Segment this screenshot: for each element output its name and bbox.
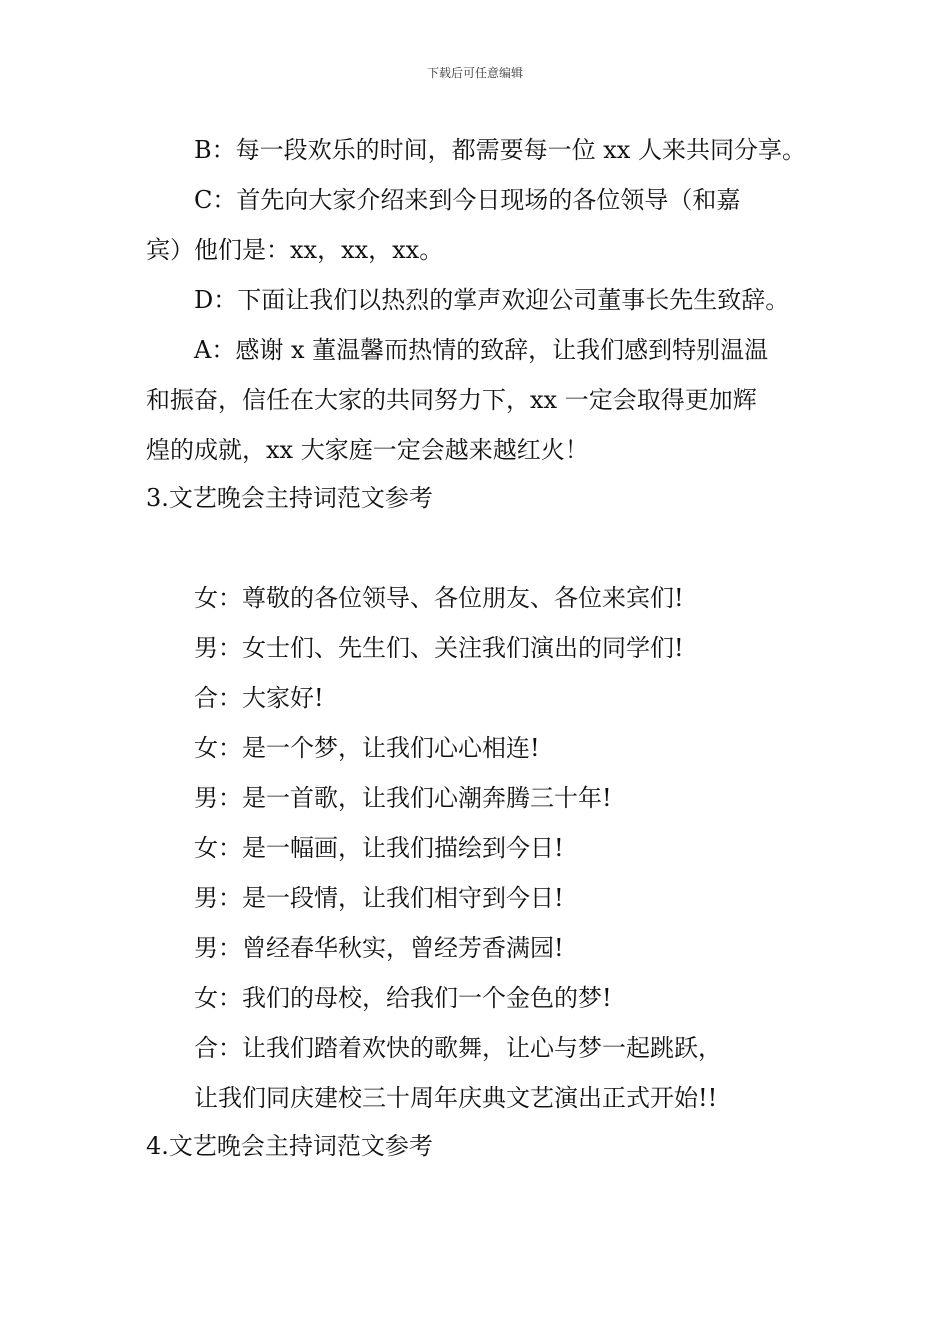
paragraph-line: 宾）他们是：xx，xx，xx。 <box>146 236 444 264</box>
paragraph-line: B：每一段欢乐的时间，都需要每一位 xx 人来共同分享。 <box>194 136 806 164</box>
script-line: 男：是一段情，让我们相守到今日! <box>194 884 564 912</box>
paragraph-line: A：感谢 x 董温馨而热情的致辞，让我们感到特别温温 <box>194 336 769 364</box>
script-line: 女：是一个梦，让我们心心相连! <box>194 734 540 762</box>
script-line: 合：大家好! <box>194 684 324 712</box>
script-line: 让我们同庆建校三十周年庆典文艺演出正式开始!! <box>194 1084 718 1112</box>
page-header-note: 下载后可任意编辑 <box>426 66 523 80</box>
paragraph-line: 煌的成就，xx 大家庭一定会越来越红火！ <box>146 436 589 464</box>
script-line: 男：女士们、先生们、关注我们演出的同学们! <box>194 634 684 662</box>
paragraph-line: D：下面让我们以热烈的掌声欢迎公司董事长先生致辞。 <box>194 286 790 314</box>
script-line: 男：是一首歌，让我们心潮奔腾三十年! <box>194 784 612 812</box>
script-line: 女：我们的母校，给我们一个金色的梦! <box>194 984 612 1012</box>
section-heading: 4.文艺晚会主持词范文参考 <box>146 1132 433 1160</box>
script-line: 男：曾经春华秋实，曾经芳香满园! <box>194 934 564 962</box>
script-line: 女：是一幅画，让我们描绘到今日! <box>194 834 564 862</box>
paragraph-line: 和振奋，信任在大家的共同努力下，xx 一定会取得更加辉 <box>146 386 757 414</box>
paragraph-line: C：首先向大家介绍来到今日现场的各位领导（和嘉 <box>194 186 741 214</box>
section-heading: 3.文艺晚会主持词范文参考 <box>146 484 433 512</box>
script-line: 合：让我们踏着欢快的歌舞，让心与梦一起跳跃， <box>194 1034 722 1062</box>
script-line: 女：尊敬的各位领导、各位朋友、各位来宾们! <box>194 584 684 612</box>
